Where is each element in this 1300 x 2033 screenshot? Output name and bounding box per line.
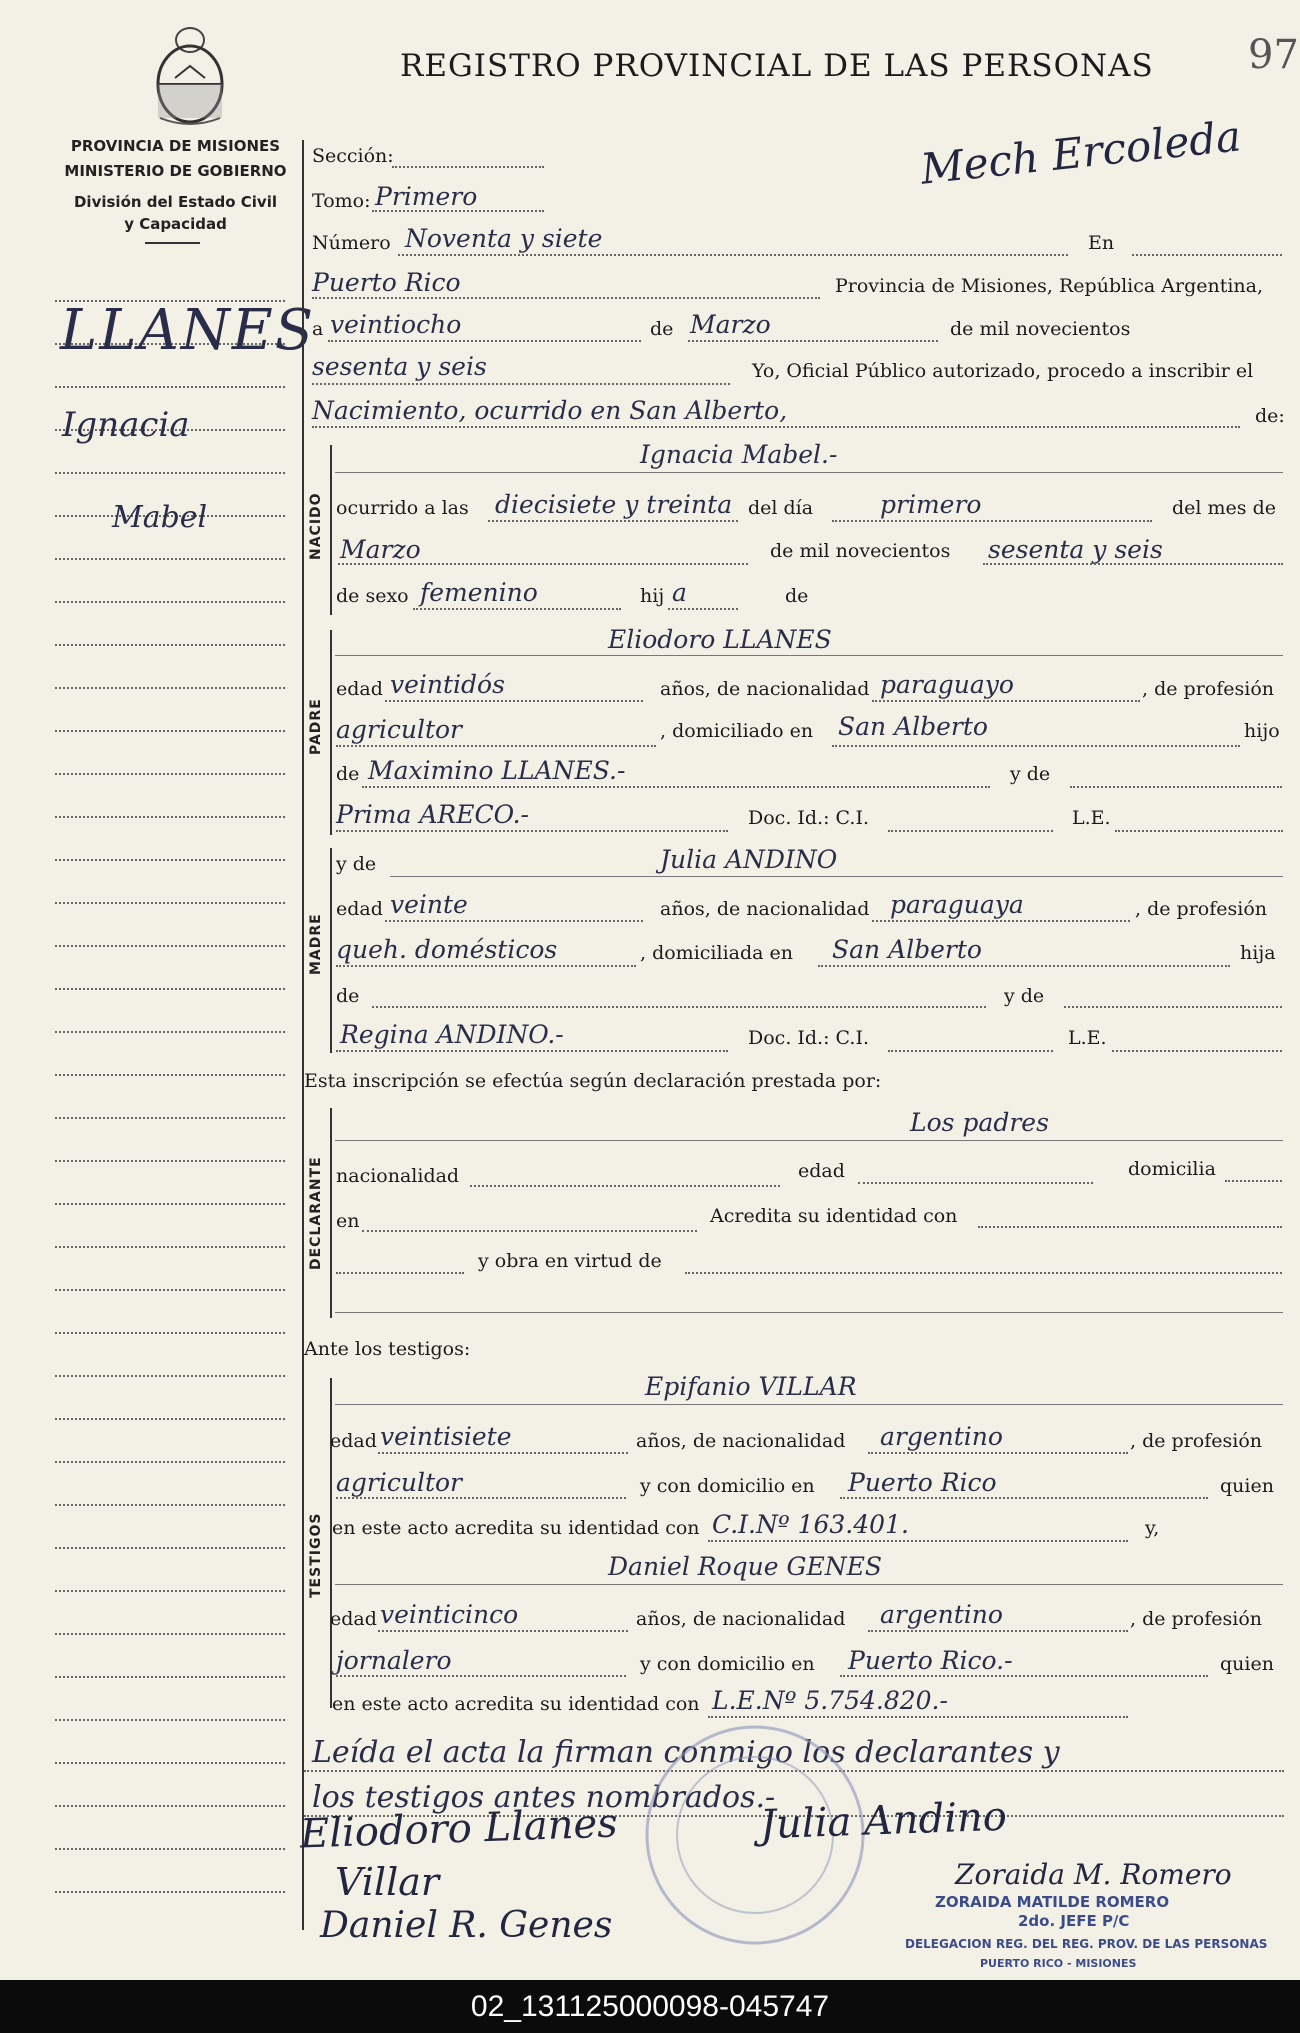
closing-line1: Leída el acta la firman conmigo los declarantes y — [312, 1735, 1060, 1770]
margin-rule — [55, 1762, 285, 1764]
madre-de-label: de — [336, 985, 360, 1007]
madre-name-line — [390, 876, 1283, 877]
w1-quien-label: quien — [1220, 1475, 1274, 1497]
w2-edad-label: edad — [330, 1608, 377, 1630]
margin-rule — [55, 1074, 285, 1076]
w1-domicilio-label: y con domicilio en — [640, 1475, 815, 1497]
w2-quien-label: quien — [1220, 1653, 1274, 1675]
madre-y-de2-label: y de — [1004, 985, 1045, 1007]
padre-bracket — [330, 630, 332, 835]
declarante-bracket — [330, 1108, 332, 1318]
madre-mother-value: Regina ANDINO.- — [340, 1020, 564, 1049]
madre-y-de-label: y de — [336, 853, 377, 875]
signature-mother: Julia Andino — [759, 1793, 1008, 1849]
padre-edad-line — [385, 700, 643, 702]
madre-profesion-value: queh. domésticos — [336, 935, 558, 964]
w1-edad-line — [378, 1452, 628, 1454]
w2-edad-value: veinticinco — [380, 1600, 519, 1629]
sexo-label: de sexo — [336, 585, 409, 607]
margin-rule — [55, 472, 285, 474]
event-value: Nacimiento, ocurrido en San Alberto, — [312, 396, 788, 425]
madre-edad-value: veinte — [390, 890, 468, 919]
tomo-label: Tomo: — [312, 190, 371, 212]
madre-hija-label: hija — [1240, 942, 1276, 964]
place-line — [312, 297, 820, 299]
padre-anos-label: años, de nacionalidad — [660, 678, 870, 700]
padre-name-line — [335, 655, 1283, 656]
w1-name: Epifanio VILLAR — [645, 1372, 857, 1401]
seccion-label: Sección: — [312, 145, 394, 167]
testigos-bracket — [330, 1378, 332, 1708]
declarante-edad-line — [858, 1182, 1093, 1184]
numero-value: Noventa y siete — [405, 224, 603, 253]
nacido-label: NACIDO — [308, 492, 324, 560]
w1-acredita-label: en este acto acredita su identidad con — [332, 1517, 700, 1539]
agency-ministry: MINISTERIO DE GOBIERNO — [64, 162, 287, 180]
declarante-en-label: en — [336, 1210, 360, 1232]
margin-rule — [55, 1117, 285, 1119]
hij-label: hij — [640, 585, 665, 607]
agency-division: División del Estado Civil — [73, 193, 277, 211]
madre-domicilio-value: San Alberto — [832, 935, 982, 964]
madre-domicilio-line — [818, 965, 1230, 967]
barcode-footer: 02_131125000098-045747 — [0, 1980, 1300, 2033]
de-colon: de: — [1255, 405, 1285, 427]
padre-doc-label: Doc. Id.: C.I. — [748, 807, 869, 829]
w2-id-value: L.E.Nº 5.754.820.- — [712, 1686, 948, 1715]
declarant-name-line — [335, 1140, 1283, 1141]
top-signature: Mech Ercoleda — [918, 111, 1244, 194]
margin-rule — [55, 988, 285, 990]
w1-profesion-line — [336, 1497, 626, 1499]
nacido-bracket — [330, 445, 332, 615]
w2-profesion-label: , de profesión — [1130, 1608, 1262, 1630]
padre-le-line — [1115, 830, 1283, 832]
margin-rule — [55, 1332, 285, 1334]
declarante-nacionalidad-label: nacionalidad — [336, 1165, 460, 1187]
closing-line2: los testigos antes nombrados.- — [312, 1780, 776, 1815]
margin-rule — [55, 945, 285, 947]
w2-profesion-line — [336, 1675, 626, 1677]
en-line — [1132, 254, 1282, 256]
padre-le-label: L.E. — [1072, 807, 1111, 829]
hour-value: diecisiete y treinta — [495, 490, 733, 519]
padre-nacionalidad-line — [872, 700, 1140, 702]
declarante-edad-label: edad — [798, 1160, 845, 1182]
margin-rule — [55, 1418, 285, 1420]
madre-doc-line — [888, 1050, 1053, 1052]
w2-acredita-label: en este acto acredita su identidad con — [332, 1693, 700, 1715]
declarante-acredita-label: Acredita su identidad con — [710, 1205, 958, 1227]
mil-text: de mil novecientos — [950, 318, 1131, 340]
padre-edad-value: veintidós — [390, 670, 505, 699]
madre-father-line — [372, 1006, 986, 1008]
hij-line — [668, 608, 738, 610]
padre-profesion-value: agricultor — [336, 715, 463, 744]
padre-nacionalidad-value: paraguayo — [880, 670, 1014, 699]
margin-rule — [55, 386, 285, 388]
nacido-name-line — [335, 472, 1283, 473]
margin-surname: LLANES — [60, 298, 316, 363]
margin-rule — [55, 1031, 285, 1033]
en-label: En — [1088, 232, 1115, 254]
declaracion-intro: Esta inscripción se efectúa según declaración prestada por: — [304, 1070, 882, 1092]
w1-name-line — [335, 1404, 1283, 1405]
padre-mother-line — [336, 830, 728, 832]
agency-province: PROVINCIA DE MISIONES — [70, 137, 281, 155]
signature-witness2: Daniel R. Genes — [320, 1905, 613, 1946]
yo-text: Yo, Oficial Público autorizado, procedo a inscribir el — [752, 360, 1254, 382]
padre-label: PADRE — [308, 698, 324, 755]
w1-nacionalidad-value: argentino — [880, 1422, 1003, 1451]
testigos-label: TESTIGOS — [308, 1512, 324, 1598]
event-line — [312, 426, 1240, 428]
madre-domicilio-label: , domiciliada en — [640, 942, 793, 964]
sexo-value: femenino — [420, 578, 538, 607]
madre-mother-line — [336, 1050, 728, 1052]
w1-domicilio-line — [840, 1497, 1208, 1499]
madre-edad-label: edad — [336, 898, 383, 920]
madre-le-line — [1112, 1050, 1282, 1052]
margin-rule — [55, 601, 285, 603]
margin-rule — [55, 1590, 285, 1592]
sexo-line — [413, 608, 621, 610]
w2-id-line — [708, 1716, 1128, 1718]
agency-underline — [145, 242, 200, 244]
padre-profesion-line — [336, 745, 656, 747]
padre-y-de-line — [1070, 786, 1282, 788]
margin-rule — [55, 1805, 285, 1807]
madre-edad-line — [385, 920, 643, 922]
declarante-obra-label: y obra en virtud de — [478, 1250, 662, 1272]
madre-nacionalidad-line — [872, 920, 1130, 922]
stamp-name: ZORAIDA MATILDE ROMERO — [935, 1893, 1170, 1911]
place-value: Puerto Rico — [312, 268, 461, 297]
margin-rule — [55, 1633, 285, 1635]
margin-rule — [55, 1203, 285, 1205]
numero-line — [398, 254, 1068, 256]
ocurrido-label: ocurrido a las — [336, 497, 469, 519]
margin-rule — [55, 558, 285, 560]
w2-profesion-value: jornalero — [336, 1646, 452, 1675]
margin-rule — [55, 1676, 285, 1678]
margin-rule — [55, 1375, 285, 1377]
padre-name: Eliodoro LLANES — [608, 625, 832, 654]
del-dia-label: del día — [748, 497, 814, 519]
tomo-value: Primero — [375, 182, 478, 211]
hij-value: a — [672, 578, 687, 607]
birth-month-line — [338, 563, 748, 565]
agency-capacity: y Capacidad — [124, 215, 227, 233]
declarante-label: DECLARANTE — [308, 1156, 324, 1270]
year-line — [312, 383, 730, 385]
madre-anos-label: años, de nacionalidad — [660, 898, 870, 920]
hour-line — [488, 520, 738, 522]
margin-rule — [55, 1848, 285, 1850]
margin-rule — [55, 1160, 285, 1162]
form-frame-left — [302, 140, 304, 1930]
birth-year-value: sesenta y seis — [988, 535, 1163, 564]
w2-nacionalidad-line — [868, 1630, 1128, 1632]
stamp-location: PUERTO RICO - MISIONES — [980, 1957, 1137, 1970]
declarante-acredita-line — [978, 1226, 1282, 1228]
margin-rule — [55, 730, 285, 732]
day-value: veintiocho — [330, 310, 462, 339]
w2-domicilio-label: y con domicilio en — [640, 1653, 815, 1675]
year-value: sesenta y seis — [312, 352, 487, 381]
document-title: REGISTRO PROVINCIAL DE LAS PERSONAS — [400, 48, 1154, 84]
birth-mil-label: de mil novecientos — [770, 540, 951, 562]
stamp-delegacion: DELEGACION REG. DEL REG. PROV. DE LAS PERSONAS — [905, 1937, 1268, 1951]
margin-rule — [55, 1289, 285, 1291]
margin-rule — [55, 1547, 285, 1549]
madre-nacionalidad-value: paraguaya — [890, 890, 1024, 919]
numero-label: Número — [312, 232, 391, 254]
madre-name: Julia ANDINO — [660, 845, 838, 874]
margin-middle-name: Mabel — [112, 500, 208, 535]
margin-rule — [55, 1719, 285, 1721]
margin-rule — [55, 1461, 285, 1463]
padre-hijo-label: hijo — [1244, 720, 1280, 742]
margin-rule — [55, 816, 285, 818]
w2-anos-label: años, de nacionalidad — [636, 1608, 846, 1630]
signature-witness1: Villar — [335, 1860, 440, 1904]
madre-le-label: L.E. — [1068, 1027, 1107, 1049]
seccion-line — [392, 166, 544, 168]
padre-profesion-label: , de profesión — [1142, 678, 1274, 700]
tomo-line — [372, 210, 544, 212]
margin-rule — [55, 902, 285, 904]
margin-rule — [55, 1504, 285, 1506]
w1-nacionalidad-line — [868, 1452, 1128, 1454]
padre-de-label: de — [336, 763, 360, 785]
margin-rule — [55, 773, 285, 775]
w1-y-label: y, — [1145, 1517, 1160, 1539]
margin-rule — [55, 1891, 285, 1893]
madre-bracket — [330, 848, 332, 1053]
de-label: de — [650, 318, 674, 340]
declarante-bottom-line — [335, 1312, 1283, 1313]
birth-month-value: Marzo — [340, 535, 421, 564]
w2-edad-line — [378, 1630, 628, 1632]
madre-label: MADRE — [308, 913, 324, 975]
padre-mother-value: Prima ARECO.- — [336, 800, 530, 829]
w2-domicilio-value: Puerto Rico.- — [848, 1646, 1013, 1675]
coat-of-arms-icon — [140, 18, 240, 130]
nacido-name: Ignacia Mabel.- — [640, 440, 838, 469]
w1-domicilio-value: Puerto Rico — [848, 1468, 997, 1497]
declarante-domicilia-line — [1225, 1180, 1282, 1182]
padre-father-line — [362, 786, 990, 788]
madre-profesion-line — [336, 965, 636, 967]
w1-edad-label: edad — [330, 1430, 377, 1452]
w2-nacionalidad-value: argentino — [880, 1600, 1003, 1629]
w1-anos-label: años, de nacionalidad — [636, 1430, 846, 1452]
margin-rule — [55, 1246, 285, 1248]
nacido-de-label: de — [785, 585, 809, 607]
madre-doc-label: Doc. Id.: C.I. — [748, 1027, 869, 1049]
margin-first-name: Ignacia — [62, 405, 190, 445]
del-mes-label: del mes de — [1172, 497, 1276, 519]
declarante-en-line — [362, 1230, 697, 1232]
margin-rule — [55, 644, 285, 646]
birth-day-line — [832, 520, 1152, 522]
page-number: 97 — [1248, 32, 1299, 78]
w2-domicilio-line — [840, 1675, 1208, 1677]
padre-doc-line — [888, 830, 1053, 832]
margin-rule — [55, 687, 285, 689]
month-value: Marzo — [690, 310, 771, 339]
testigos-intro: Ante los testigos: — [304, 1338, 471, 1360]
padre-father-value: Maximino LLANES.- — [368, 756, 626, 785]
w1-profesion-value: agricultor — [336, 1468, 463, 1497]
declarant-value: Los padres — [910, 1108, 1049, 1137]
padre-domicilio-value: San Alberto — [838, 712, 988, 741]
birth-day-value: primero — [880, 490, 982, 519]
month-line — [688, 340, 938, 342]
declarante-extra-line — [336, 1272, 464, 1274]
w1-id-line — [708, 1540, 1128, 1542]
w2-name-line — [335, 1584, 1283, 1585]
padre-domicilio-label: , domiciliado en — [660, 720, 814, 742]
declarante-domicilia-label: domicilia — [1128, 1158, 1216, 1180]
signature-official: Zoraida M. Romero — [955, 1858, 1232, 1891]
declarante-obra-line — [685, 1272, 1282, 1274]
declarante-nacionalidad-line — [470, 1185, 780, 1187]
w1-id-value: C.I.Nº 163.401. — [712, 1510, 909, 1539]
day-line — [328, 340, 641, 342]
w1-edad-value: veintisiete — [380, 1422, 512, 1451]
padre-edad-label: edad — [336, 678, 383, 700]
padre-domicilio-line — [832, 745, 1240, 747]
padre-y-de-label: y de — [1010, 763, 1051, 785]
madre-profesion-label: , de profesión — [1135, 898, 1267, 920]
province-text: Provincia de Misiones, República Argentina, — [835, 275, 1264, 297]
madre-y-de2-line — [1064, 1006, 1282, 1008]
stamp-title: 2do. JEFE P/C — [1018, 1912, 1130, 1930]
a-label: a — [312, 318, 324, 340]
w2-name: Daniel Roque GENES — [608, 1552, 882, 1581]
birth-year-line — [983, 563, 1283, 565]
margin-rule — [55, 859, 285, 861]
signature-father: Eliodoro Llanes — [299, 1800, 619, 1858]
w1-profesion-label: , de profesión — [1130, 1430, 1262, 1452]
